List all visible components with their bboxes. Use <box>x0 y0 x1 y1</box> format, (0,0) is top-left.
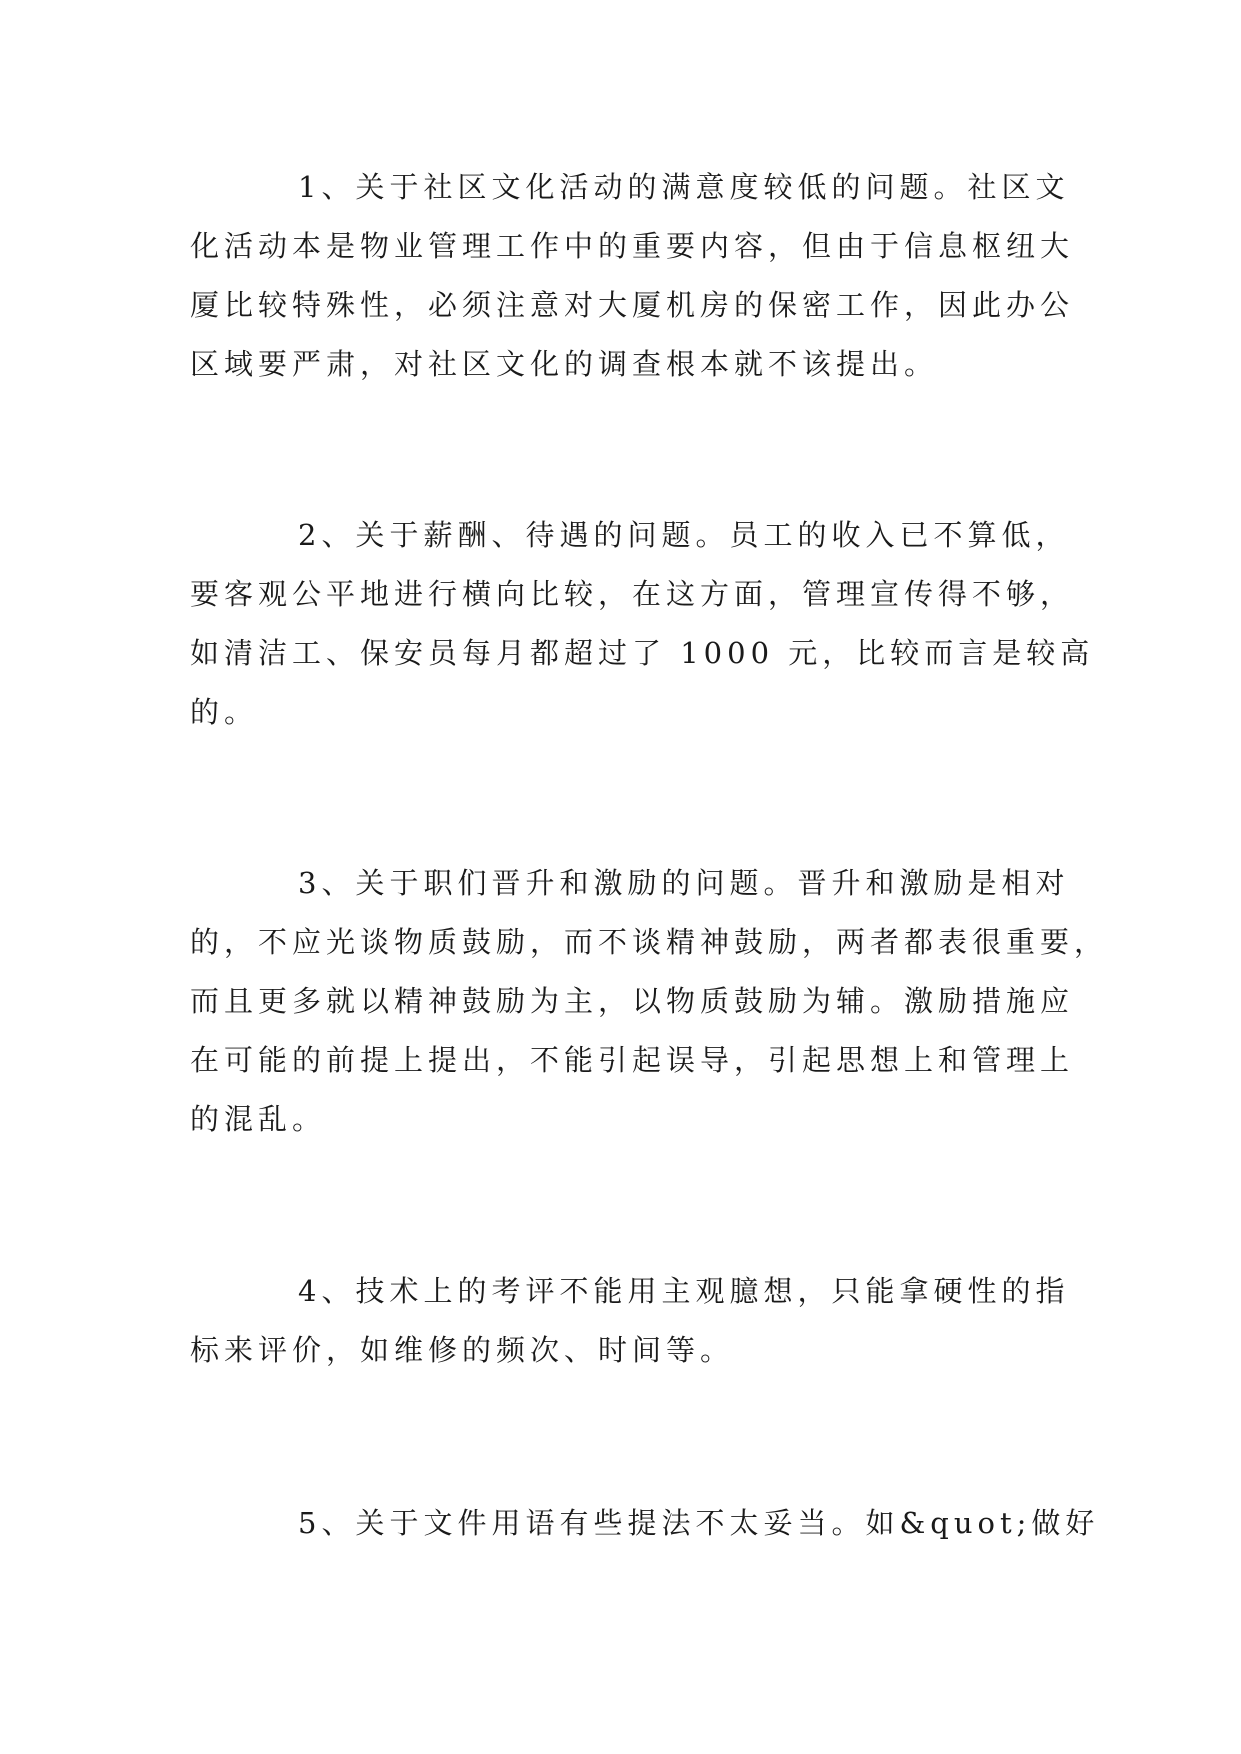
paragraph-line: 的混乱。 <box>190 1102 327 1136</box>
paragraph-line: 如清洁工、保安员每月都超过了 1000 元，比较而言是较高 <box>190 636 1095 670</box>
paragraph-line: 1、关于社区文化活动的满意度较低的问题。社区文 <box>298 170 1070 204</box>
paragraph-line: 而且更多就以精神鼓励为主，以物质鼓励为辅。激励措施应 <box>190 984 1075 1018</box>
paragraph-line: 4、技术上的考评不能用主观臆想，只能拿硬性的指 <box>298 1274 1070 1308</box>
paragraph-line: 的。 <box>190 695 259 729</box>
paragraph-4 <box>190 1262 1070 1380</box>
paragraph-line: 3、关于职们晋升和激励的问题。晋升和激励是相对 <box>298 866 1070 900</box>
paragraph-line: 区域要严肃，对社区文化的调查根本就不该提出。 <box>190 347 939 381</box>
paragraph-line: 厦比较特殊性，必须注意对大厦机房的保密工作，因此办公 <box>190 288 1075 322</box>
paragraph-1 <box>190 158 1075 394</box>
paragraph-3 <box>190 854 1109 1149</box>
paragraph-line: 在可能的前提上提出，不能引起误导，引起思想上和管理上 <box>190 1043 1075 1077</box>
paragraph-line: 的，不应光谈物质鼓励，而不谈精神鼓励，两者都表很重要， <box>190 925 1109 959</box>
paragraph-line: 化活动本是物业管理工作中的重要内容，但由于信息枢纽大 <box>190 229 1075 263</box>
paragraph-line: 2、关于薪酬、待遇的问题。员工的收入已不算低， <box>298 518 1070 552</box>
paragraph-5 <box>190 1494 1100 1553</box>
paragraph-line: 5、关于文件用语有些提法不太妥当。如&quot;做好 <box>298 1506 1100 1540</box>
paragraph-line: 要客观公平地进行横向比较，在这方面，管理宣传得不够， <box>190 577 1075 611</box>
paragraph-2 <box>190 506 1095 742</box>
paragraph-line: 标来评价，如维修的频次、时间等。 <box>190 1333 735 1367</box>
